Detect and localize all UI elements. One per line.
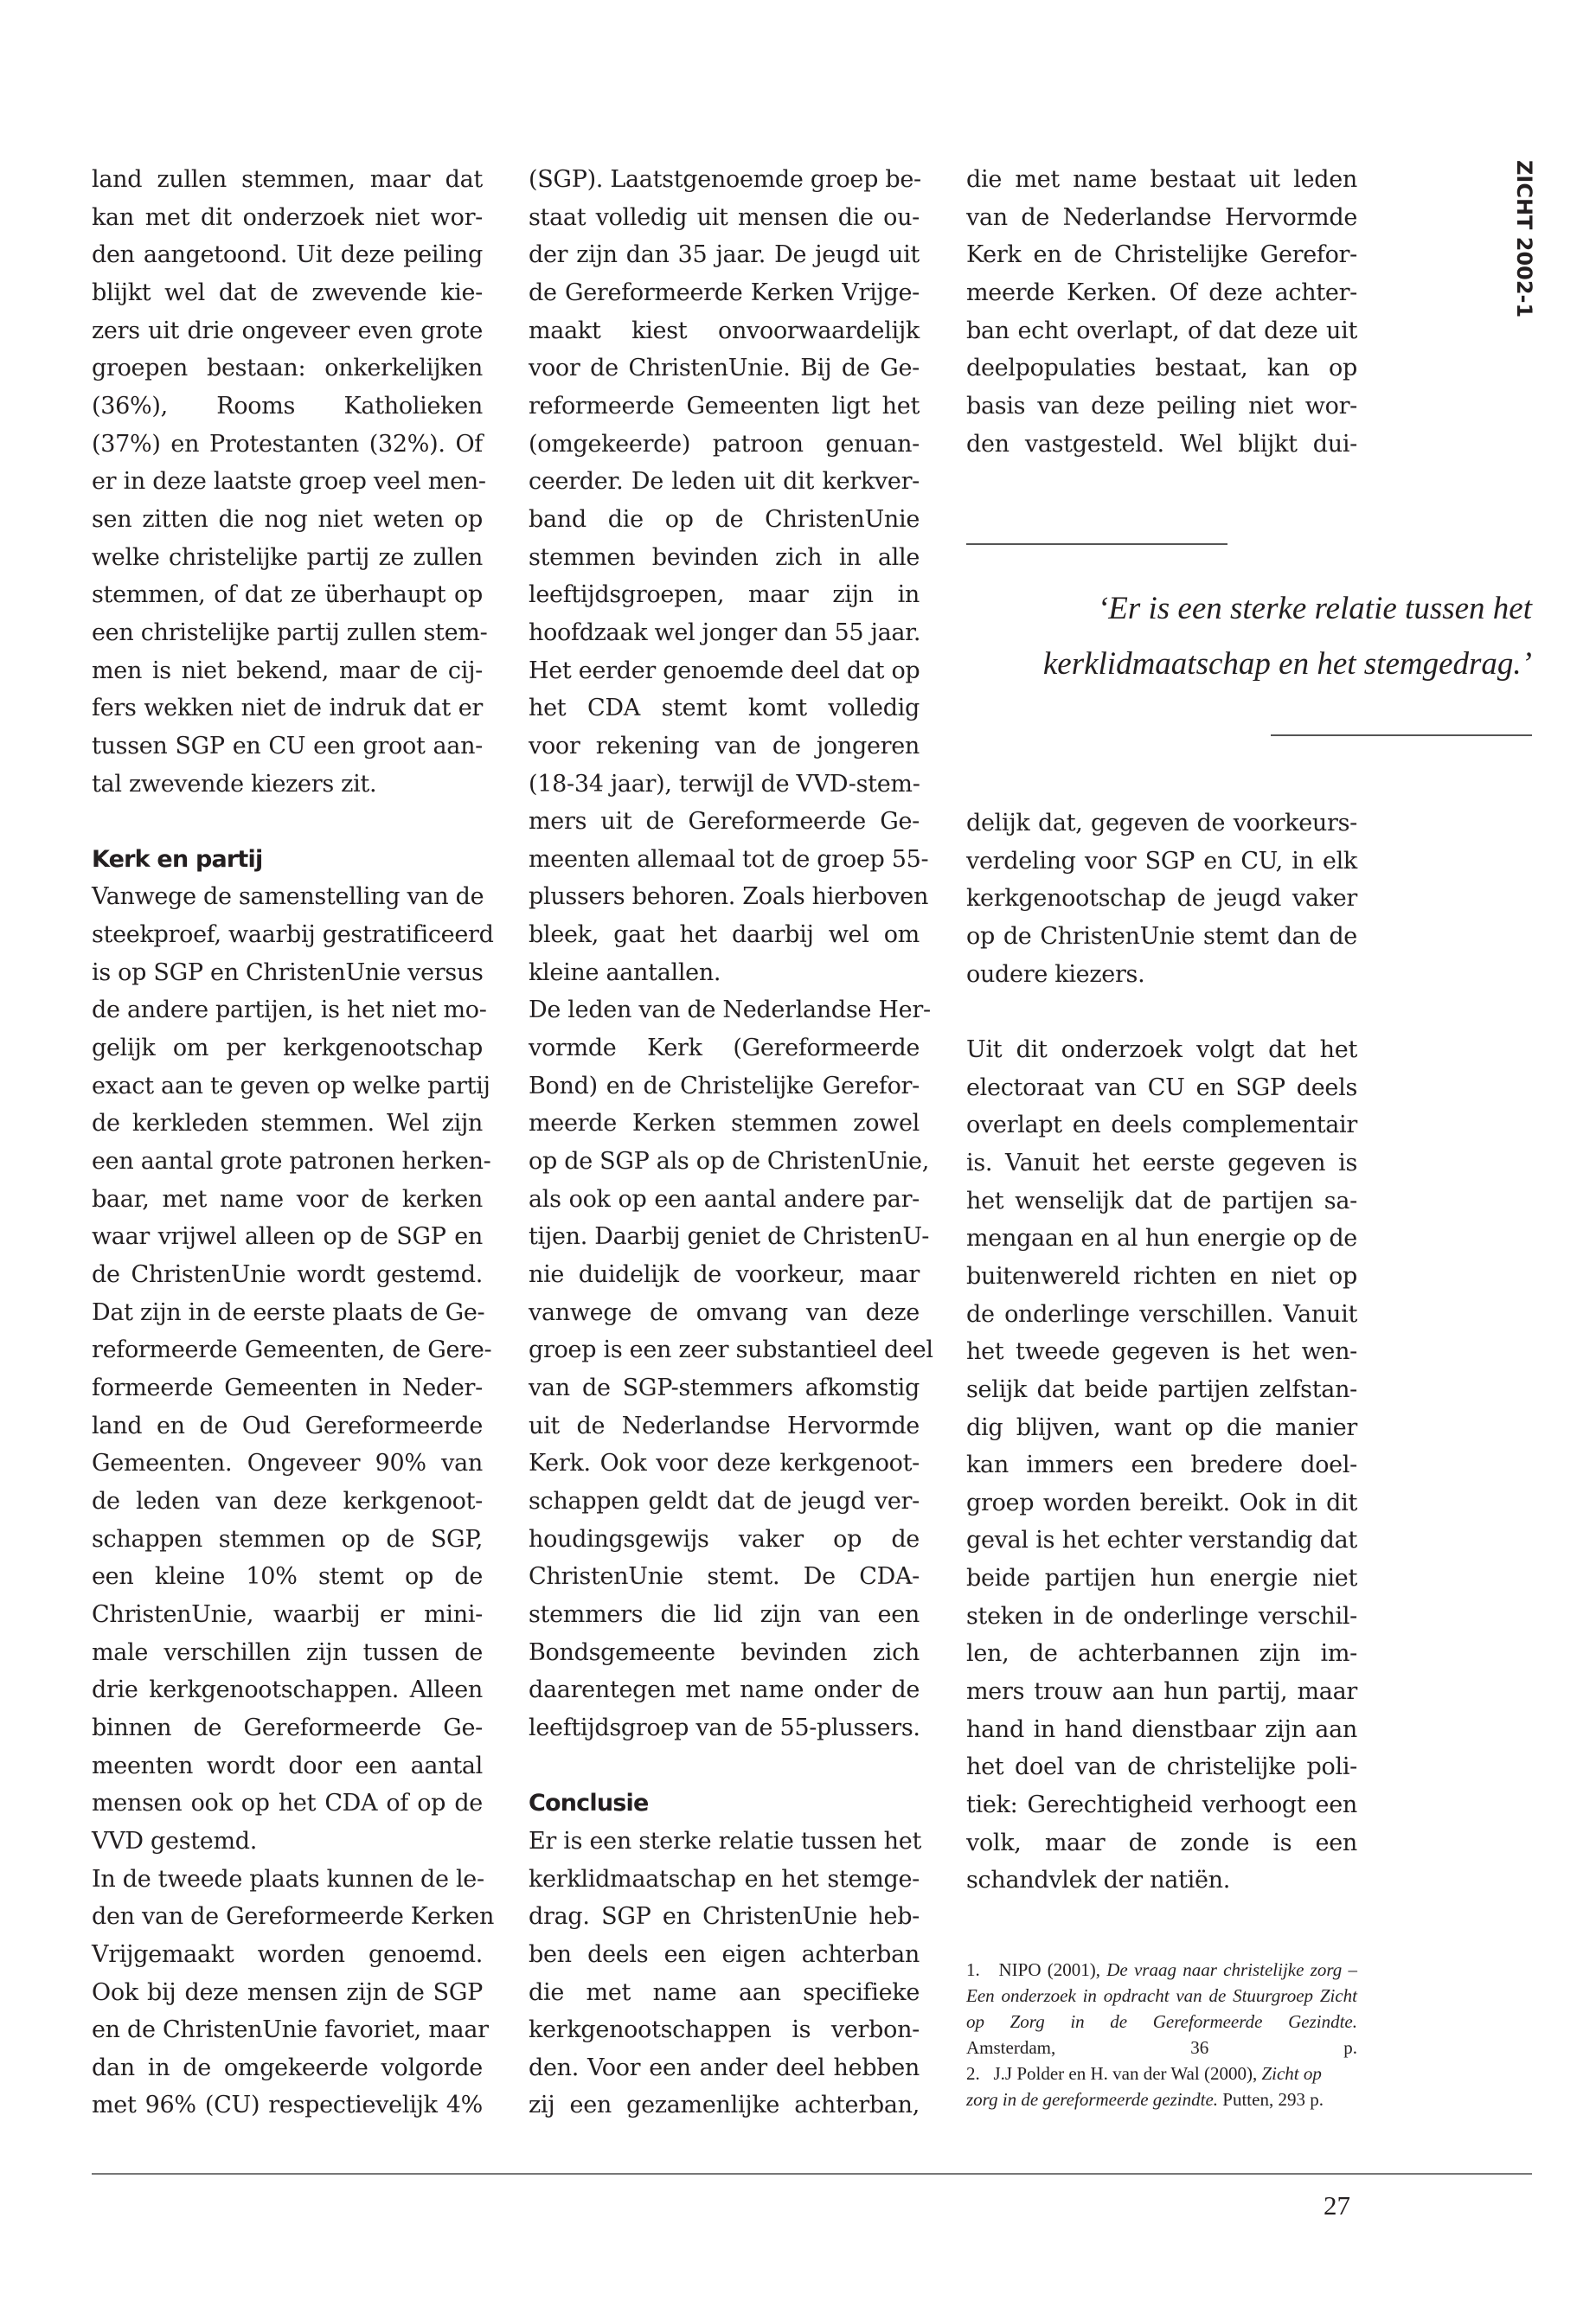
text-line: de kerkleden stemmen. Wel zijn [92, 1110, 483, 1138]
text-line: uit de Nederlandse Hervormde [529, 1412, 920, 1439]
footnote-title: Zicht op zorg in de gereformeerde gezindte. [966, 2063, 1322, 2110]
section-heading: Kerk en partij [92, 845, 263, 873]
footnote-publisher: Amsterdam, 36 p. [966, 2037, 1357, 2058]
paragraph [529, 161, 929, 991]
text-line: de Gereformeerde Kerken Vrijge- [529, 279, 920, 306]
text-line: op de ChristenUnie stemt dan de [966, 922, 1357, 950]
text-line: meerde Kerken stemmen zowel [529, 1110, 920, 1138]
text-line: gelijk om per kerkgenootschap [92, 1035, 483, 1062]
text-line: deelpopulaties bestaat, kan op [966, 355, 1357, 382]
text-line: oudere kiezers. [966, 960, 1145, 988]
text-line: ben deels een eigen achterban [529, 1940, 920, 1968]
text-line: hoofdzaak wel jonger dan 55 jaar. [529, 619, 921, 646]
text-line: den vastgesteld. Wel blijkt dui- [966, 430, 1357, 458]
text-line: op de SGP als op de ChristenUnie, [529, 1148, 930, 1176]
text-line: de leden van deze kerkgenoot- [92, 1487, 483, 1515]
text-line: mensen ook op het CDA of op de [92, 1790, 483, 1817]
text-line: len, de achterbannen zijn im- [966, 1640, 1357, 1668]
text-line: de andere partijen, is het niet mo- [92, 997, 487, 1024]
text-line: hand in hand dienstbaar zijn aan [966, 1715, 1357, 1743]
paragraph [966, 161, 1357, 463]
text-line: fers wekken niet de indruk dat er [92, 695, 483, 722]
text-line: het doel van de christelijke poli- [966, 1753, 1357, 1781]
text-line: een kleine 10% stemt op de [92, 1563, 483, 1591]
text-line: vanwege de omvang van deze [529, 1298, 920, 1326]
text-line: drag. SGP en ChristenUnie heb- [529, 1903, 920, 1931]
text-line: leeftijdsgroepen, maar zijn in [529, 581, 920, 609]
text-line: welke christelijke partij ze zullen [92, 543, 483, 571]
section-heading: Conclusie [529, 1790, 649, 1817]
text-line: reformeerde Gemeenten ligt het [529, 392, 920, 420]
text-line: zij een gezamenlijke achterban, [529, 2092, 920, 2119]
text-line: leeftijdsgroep van de 55-plussers. [529, 1714, 920, 1741]
text-line: drie kerkgenootschappen. Alleen [92, 1676, 483, 1704]
text-line: (37%) en Protestanten (32%). Of [92, 430, 483, 458]
text-line: voor de ChristenUnie. Bij de Ge- [529, 355, 920, 382]
text-line: mers trouw aan hun partij, maar [966, 1678, 1357, 1706]
column-1 [92, 161, 495, 2125]
page-number: 27 [1324, 2190, 1350, 2221]
text-line: binnen de Gereformeerde Ge- [92, 1714, 483, 1741]
text-line: van de SGP-stemmers afkomstig [529, 1375, 920, 1401]
text-line: een aantal grote patronen herken- [92, 1148, 491, 1176]
paragraph [966, 1031, 1357, 1900]
paragraph [529, 1823, 920, 2125]
text-line: Het eerder genoemde deel dat op [529, 657, 920, 684]
text-line: zers uit drie ongeveer even grote [92, 317, 483, 344]
text-line: buitenwereld richten en niet op [966, 1262, 1357, 1290]
text-line: der zijn dan 35 jaar. De jeugd uit [529, 241, 920, 269]
text-line: formeerde Gemeenten in Neder- [92, 1375, 483, 1401]
text-line: Ook bij deze mensen zijn de SGP [92, 1978, 483, 2006]
text-line: meenten allemaal tot de groep 55- [529, 845, 929, 873]
text-line: ban echt overlapt, of dat deze uit [966, 317, 1357, 344]
text-line: volk, maar de zonde is een [966, 1829, 1357, 1856]
text-line: beide partijen hun energie niet [966, 1565, 1357, 1593]
text-line: groep is een zeer substantieel deel [529, 1336, 933, 1364]
text-line: tijen. Daarbij geniet de ChristenU- [529, 1223, 930, 1251]
text-line: baar, met name voor de kerken [92, 1185, 483, 1213]
text-line: het tweede gegeven is het wen- [966, 1338, 1357, 1366]
text-line: delijk dat, gegeven de voorkeurs- [966, 810, 1357, 836]
text-line: van de Nederlandse Hervormde [966, 203, 1357, 231]
text-line: met 96% (CU) respectievelijk 4% [92, 2092, 483, 2119]
text-line: het CDA stemt komt volledig [529, 695, 920, 722]
text-line: kan met dit onderzoek niet wor- [92, 203, 483, 231]
text-line: staat volledig uit mensen die ou- [529, 203, 920, 231]
text-line: schandvlek der natiën. [966, 1867, 1231, 1894]
paragraph-spacer [92, 803, 483, 841]
text-line: Gemeenten. Ongeveer 90% van [92, 1450, 483, 1477]
text-line: mers uit de Gereformeerde Ge- [529, 808, 920, 836]
text-line: een christelijke partij zullen stem- [92, 619, 488, 646]
footnote-2 [966, 2061, 1357, 2112]
text-line: Bondsgemeente bevinden zich [529, 1638, 920, 1666]
text-line: blijkt wel dat de zwevende kie- [92, 279, 483, 306]
pull-quote-rule-bottom [1271, 734, 1532, 736]
text-line: bleek, gaat het daarbij wel om [529, 921, 920, 949]
text-line: is. Vanuit het eerste gegeven is [966, 1149, 1357, 1176]
text-line: nie duidelijk de voorkeur, maar [529, 1261, 920, 1289]
text-line: male verschillen zijn tussen de [92, 1638, 483, 1666]
text-line: Er is een sterke relatie tussen het [529, 1827, 921, 1855]
text-line: (SGP). Laatstgenoemde groep be- [529, 166, 921, 193]
text-line: sen zitten die nog niet weten op [92, 505, 483, 533]
text-line: stemmen, of dat ze überhaupt op [92, 581, 483, 609]
paragraph [529, 991, 933, 1747]
paragraph [966, 804, 1357, 993]
text-line: tal zwevende kiezers zit. [92, 770, 377, 798]
text-line: men is niet bekend, maar de cij- [92, 657, 483, 684]
paragraph [92, 878, 494, 1860]
text-line: In de tweede plaats kunnen de le- [92, 1865, 484, 1893]
text-line: mengaan en al hun energie op de [966, 1225, 1357, 1253]
footnote-author: NIPO (2001), [998, 1959, 1100, 1980]
text-line: dig blijven, want op die manier [966, 1413, 1357, 1441]
text-line: tussen SGP en CU een groot aan- [92, 732, 483, 760]
text-line: verdeling voor SGP en CU, in elk [966, 847, 1357, 875]
text-line: de ChristenUnie wordt gestemd. [92, 1261, 483, 1289]
text-line: steken in de onderlinge verschil- [966, 1602, 1357, 1630]
text-line: die met name aan specifieke [529, 1978, 920, 2006]
footnote-number: 2. [966, 2063, 980, 2084]
text-line: reformeerde Gemeenten, de Gere- [92, 1336, 492, 1364]
text-line: maakt kiest onvoorwaardelijk [529, 317, 920, 344]
text-line: de onderlinge verschillen. Vanuit [966, 1300, 1357, 1328]
text-line: (36%), Rooms Katholieken [92, 392, 483, 420]
paragraph-spacer [529, 1747, 920, 1785]
text-line: en de ChristenUnie favoriet, maar [92, 2016, 489, 2044]
text-line: stemmen bevinden zich in alle [529, 543, 920, 571]
text-line: kerklidmaatschap en het stemge- [529, 1865, 920, 1893]
pull-quote-line: ‘Er is een sterke relatie tussen het [1097, 591, 1532, 626]
text-line: groepen bestaan: onkerkelijken [92, 355, 483, 382]
pull-quote-line: kerklidmaatschap en het stemgedrag.’ [1042, 646, 1532, 682]
text-line: ChristenUnie, waarbij er mini- [92, 1600, 483, 1628]
text-line: kleine aantallen. [529, 958, 721, 986]
text-line: plussers behoren. Zoals hierboven [529, 883, 929, 911]
text-line: als ook op een aantal andere par- [529, 1185, 920, 1213]
text-line: schappen geldt dat de jeugd ver- [529, 1487, 920, 1515]
column-3-top [966, 161, 1357, 463]
text-line: Vrijgemaakt worden genoemd. [92, 1940, 483, 1968]
text-line: kerkgenootschappen is verbon- [529, 2016, 920, 2044]
text-line: ChristenUnie stemt. De CDA- [529, 1563, 920, 1591]
text-line: er in deze laatste groep veel men- [92, 468, 486, 496]
text-line: Kerk en de Christelijke Gerefor- [966, 241, 1357, 269]
text-line: band die op de ChristenUnie [529, 505, 920, 533]
text-line: den aangetoond. Uit deze peiling [92, 241, 483, 269]
text-line: basis van deze peiling niet wor- [966, 392, 1357, 420]
text-line: (18-34 jaar), terwijl de VVD-stem- [529, 770, 920, 798]
journal-label: ZICHT 2002-1 [1512, 160, 1536, 318]
text-line: houdingsgewijs vaker op de [529, 1525, 920, 1553]
text-line: electoraat van CU en SGP deels [966, 1074, 1357, 1101]
text-line: VVD gestemd. [92, 1827, 258, 1855]
text-line: meenten wordt door een aantal [92, 1752, 483, 1779]
paragraph-spacer [966, 993, 1357, 1031]
pull-quote-rule-top [966, 543, 1227, 545]
text-line: tiek: Gerechtigheid verhoogt een [966, 1791, 1357, 1819]
text-line: kan immers een bredere doel- [966, 1452, 1357, 1479]
footnotes [966, 1957, 1357, 2112]
text-line: schappen stemmen op de SGP, [92, 1525, 483, 1553]
footnote-1 [966, 1957, 1357, 2061]
text-line: land en de Oud Gereformeerde [92, 1412, 483, 1439]
text-line: den. Voor een ander deel hebben [529, 2054, 920, 2081]
text-line: Kerk. Ook voor deze kerkgenoot- [529, 1450, 920, 1477]
text-line: Bond) en de Christelijke Gerefor- [529, 1072, 920, 1099]
text-line: land zullen stemmen, maar dat [92, 166, 483, 193]
pull-quote [1043, 581, 1532, 692]
text-line: den van de Gereformeerde Kerken [92, 1903, 495, 1931]
text-line: is op SGP en ChristenUnie versus [92, 958, 484, 986]
text-line: steekproef, waarbij gestratificeerd [92, 921, 494, 949]
column-2 [529, 161, 933, 2125]
text-line: ceerder. De leden uit dit kerkver- [529, 468, 920, 496]
text-line: Vanwege de samenstelling van de [92, 883, 484, 911]
footer-rule [92, 2173, 1532, 2175]
column-3-bottom [966, 804, 1357, 1900]
text-line: meerde Kerken. Of deze achter- [966, 279, 1357, 306]
text-line: kerkgenootschap de jeugd vaker [966, 885, 1357, 913]
text-line: De leden van de Nederlandse Her- [529, 997, 931, 1024]
text-line: groep worden bereikt. Ook in dit [966, 1489, 1357, 1516]
text-line: geval is het echter verstandig dat [966, 1527, 1357, 1554]
text-line: (omgekeerde) patroon genuan- [529, 430, 920, 458]
text-line: Dat zijn in de eerste plaats de Ge- [92, 1298, 485, 1326]
text-line: vormde Kerk (Gereformeerde [529, 1035, 920, 1062]
text-line: voor rekening van de jongeren [529, 732, 920, 760]
footnote-title: De vraag naar christelijke zorg – Een onderzoek in opdracht van de Stuurgroep Zicht op Zorg in de Gereformeerde Gezindte. [966, 1959, 1358, 2032]
text-line: selijk dat beide partijen zelfstan- [966, 1375, 1357, 1403]
text-line: waar vrijwel alleen op de SGP en [92, 1223, 483, 1251]
text-line: die met name bestaat uit leden [966, 166, 1357, 193]
footnote-author: J.J Polder en H. van der Wal (2000), [993, 2063, 1258, 2084]
text-line: dan in de omgekeerde volgorde [92, 2054, 483, 2081]
text-line: overlapt en deels complementair [966, 1112, 1357, 1139]
paragraph [92, 1861, 495, 2125]
paragraph [92, 161, 488, 803]
text-line: exact aan te geven op welke partij [92, 1072, 490, 1099]
footnote-number: 1. [966, 1959, 980, 1980]
text-line: daarentegen met name onder de [529, 1676, 920, 1704]
text-line: het wenselijk dat de partijen sa- [966, 1187, 1357, 1215]
text-line: stemmers die lid zijn van een [529, 1600, 920, 1628]
footnote-publisher: Putten, 293 p. [1222, 2089, 1324, 2110]
text-line: Uit dit onderzoek volgt dat het [966, 1035, 1357, 1063]
